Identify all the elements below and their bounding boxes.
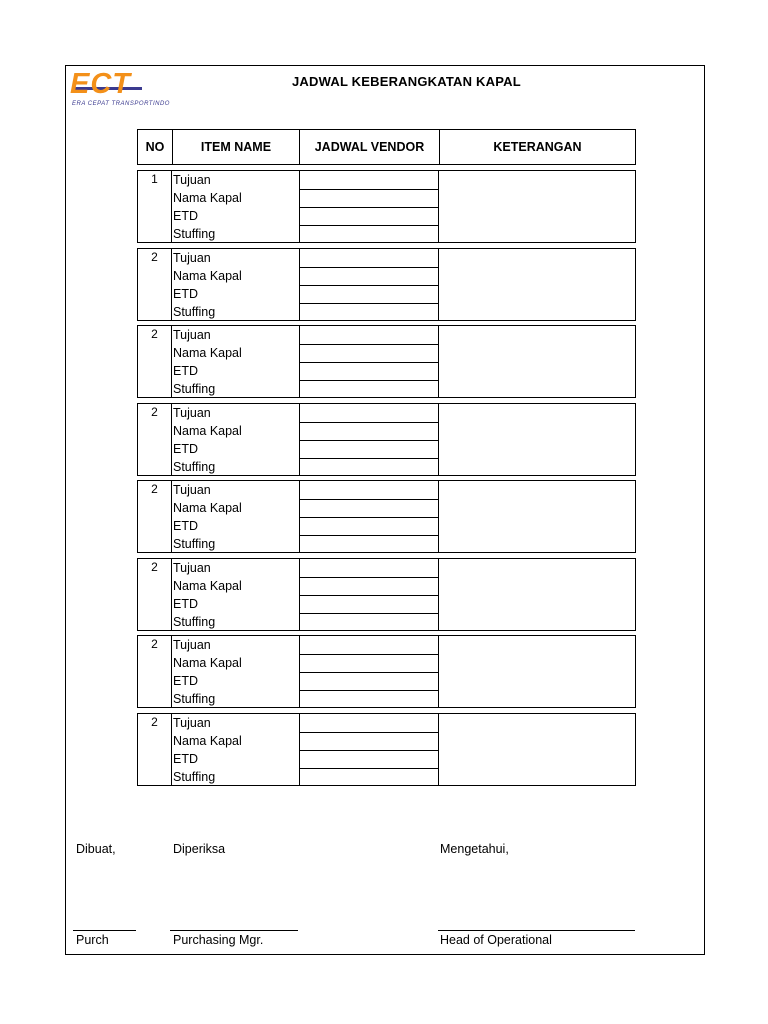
jadwal-vendor-cell[interactable] bbox=[300, 559, 438, 577]
schedule-group bbox=[137, 248, 636, 321]
item-name-cell: Tujuan bbox=[173, 328, 211, 342]
jadwal-vendor-column bbox=[299, 559, 439, 630]
jadwal-vendor-cell[interactable] bbox=[300, 458, 438, 476]
item-name-column bbox=[172, 636, 299, 707]
jadwal-vendor-cell[interactable] bbox=[300, 654, 438, 672]
item-name-column bbox=[172, 326, 299, 397]
jadwal-vendor-cell[interactable] bbox=[300, 344, 438, 362]
diperiksa-label: Diperiksa bbox=[173, 842, 226, 856]
schedule-group bbox=[137, 170, 636, 243]
schedule-group bbox=[137, 713, 636, 786]
item-name-cell: Stuffing bbox=[173, 227, 216, 241]
jadwal-vendor-column bbox=[299, 481, 439, 552]
item-name-cell: Nama Kapal bbox=[173, 656, 242, 670]
jadwal-vendor-cell[interactable] bbox=[300, 171, 438, 189]
mengetahui-label: Mengetahui, bbox=[440, 842, 509, 856]
jadwal-vendor-column bbox=[299, 636, 439, 707]
item-name-cell: Nama Kapal bbox=[173, 346, 242, 360]
keterangan-cell[interactable] bbox=[439, 171, 635, 242]
jadwal-vendor-cell[interactable] bbox=[300, 517, 438, 535]
group-number: 2 bbox=[138, 481, 172, 552]
head-ops-label: Head of Operational bbox=[440, 933, 552, 947]
group-number: 2 bbox=[138, 636, 172, 707]
jadwal-vendor-cell[interactable] bbox=[300, 714, 438, 732]
jadwal-vendor-cell[interactable] bbox=[300, 613, 438, 631]
jadwal-vendor-cell[interactable] bbox=[300, 267, 438, 285]
keterangan-cell[interactable] bbox=[439, 714, 635, 785]
item-name-column bbox=[172, 171, 299, 242]
schedule-group bbox=[137, 635, 636, 708]
item-name-cell: ETD bbox=[173, 519, 198, 533]
jadwal-vendor-cell[interactable] bbox=[300, 636, 438, 654]
jadwal-vendor-column bbox=[299, 171, 439, 242]
item-name-cell: Stuffing bbox=[173, 382, 216, 396]
logo-tagline: ERA CEPAT TRANSPORTINDO bbox=[72, 101, 170, 107]
keterangan-cell[interactable] bbox=[439, 249, 635, 320]
item-name-cell: ETD bbox=[173, 287, 198, 301]
schedule-group bbox=[137, 403, 636, 476]
header-jadwal-vendor: JADWAL VENDOR bbox=[299, 130, 439, 164]
keterangan-cell[interactable] bbox=[439, 636, 635, 707]
jadwal-vendor-cell[interactable] bbox=[300, 672, 438, 690]
item-name-cell: Stuffing bbox=[173, 615, 216, 629]
keterangan-cell[interactable] bbox=[439, 559, 635, 630]
jadwal-vendor-column bbox=[299, 714, 439, 785]
item-name-cell: Tujuan bbox=[173, 638, 211, 652]
jadwal-vendor-cell[interactable] bbox=[300, 326, 438, 344]
item-name-column bbox=[172, 559, 299, 630]
jadwal-vendor-cell[interactable] bbox=[300, 595, 438, 613]
item-name-cell: Tujuan bbox=[173, 251, 211, 265]
document-title: JADWAL KEBERANGKATAN KAPAL bbox=[292, 74, 521, 89]
item-name-cell: Stuffing bbox=[173, 460, 216, 474]
jadwal-vendor-cell[interactable] bbox=[300, 732, 438, 750]
item-name-cell: Tujuan bbox=[173, 716, 211, 730]
item-name-cell: Nama Kapal bbox=[173, 191, 242, 205]
item-name-cell: ETD bbox=[173, 364, 198, 378]
group-number: 2 bbox=[138, 404, 172, 475]
item-name-column bbox=[172, 249, 299, 320]
jadwal-vendor-cell[interactable] bbox=[300, 380, 438, 398]
group-number: 2 bbox=[138, 249, 172, 320]
jadwal-vendor-cell[interactable] bbox=[300, 577, 438, 595]
item-name-cell: Nama Kapal bbox=[173, 579, 242, 593]
jadwal-vendor-cell[interactable] bbox=[300, 249, 438, 267]
company-logo bbox=[70, 68, 170, 111]
item-name-cell: ETD bbox=[173, 442, 198, 456]
group-number: 2 bbox=[138, 326, 172, 397]
jadwal-vendor-cell[interactable] bbox=[300, 422, 438, 440]
table-header bbox=[137, 129, 636, 165]
purchasing-mgr-label: Purchasing Mgr. bbox=[173, 933, 264, 947]
purch-signature-line bbox=[73, 930, 136, 931]
jadwal-vendor-cell[interactable] bbox=[300, 535, 438, 553]
jadwal-vendor-cell[interactable] bbox=[300, 189, 438, 207]
item-name-cell: Tujuan bbox=[173, 483, 211, 497]
keterangan-cell[interactable] bbox=[439, 326, 635, 397]
jadwal-vendor-cell[interactable] bbox=[300, 440, 438, 458]
keterangan-cell[interactable] bbox=[439, 481, 635, 552]
keterangan-cell[interactable] bbox=[439, 404, 635, 475]
item-name-cell: Stuffing bbox=[173, 537, 216, 551]
item-name-cell: ETD bbox=[173, 674, 198, 688]
dibuat-label: Dibuat, bbox=[76, 842, 116, 856]
schedule-group bbox=[137, 480, 636, 553]
header-keterangan: KETERANGAN bbox=[439, 130, 635, 164]
jadwal-vendor-column bbox=[299, 326, 439, 397]
jadwal-vendor-cell[interactable] bbox=[300, 303, 438, 321]
jadwal-vendor-cell[interactable] bbox=[300, 362, 438, 380]
jadwal-vendor-cell[interactable] bbox=[300, 225, 438, 243]
jadwal-vendor-cell[interactable] bbox=[300, 285, 438, 303]
item-name-cell: Tujuan bbox=[173, 406, 211, 420]
schedule-group bbox=[137, 558, 636, 631]
item-name-cell: Tujuan bbox=[173, 561, 211, 575]
logo-letters: ECT bbox=[70, 68, 131, 100]
head-ops-signature-line bbox=[438, 930, 635, 931]
item-name-cell: Nama Kapal bbox=[173, 424, 242, 438]
group-number: 1 bbox=[138, 171, 172, 242]
item-name-cell: Stuffing bbox=[173, 770, 216, 784]
header-item-name: ITEM NAME bbox=[172, 130, 299, 164]
item-name-cell: Tujuan bbox=[173, 173, 211, 187]
jadwal-vendor-cell[interactable] bbox=[300, 499, 438, 517]
item-name-column bbox=[172, 404, 299, 475]
jadwal-vendor-cell[interactable] bbox=[300, 768, 438, 786]
item-name-cell: Stuffing bbox=[173, 692, 216, 706]
group-number: 2 bbox=[138, 714, 172, 785]
header-no: NO bbox=[145, 140, 165, 154]
item-name-cell: Nama Kapal bbox=[173, 734, 242, 748]
group-number: 2 bbox=[138, 559, 172, 630]
item-name-cell: ETD bbox=[173, 597, 198, 611]
item-name-cell: Nama Kapal bbox=[173, 501, 242, 515]
item-name-cell: Stuffing bbox=[173, 305, 216, 319]
jadwal-vendor-column bbox=[299, 404, 439, 475]
jadwal-vendor-cell[interactable] bbox=[300, 404, 438, 422]
item-name-cell: ETD bbox=[173, 209, 198, 223]
item-name-column bbox=[172, 481, 299, 552]
purchasing-mgr-signature-line bbox=[170, 930, 298, 931]
jadwal-vendor-cell[interactable] bbox=[300, 481, 438, 499]
schedule-group bbox=[137, 325, 636, 398]
jadwal-vendor-cell[interactable] bbox=[300, 207, 438, 225]
item-name-cell: ETD bbox=[173, 752, 198, 766]
jadwal-vendor-column bbox=[299, 249, 439, 320]
item-name-column bbox=[172, 714, 299, 785]
purch-label: Purch bbox=[76, 933, 109, 947]
jadwal-vendor-cell[interactable] bbox=[300, 750, 438, 768]
jadwal-vendor-cell[interactable] bbox=[300, 690, 438, 708]
item-name-cell: Nama Kapal bbox=[173, 269, 242, 283]
